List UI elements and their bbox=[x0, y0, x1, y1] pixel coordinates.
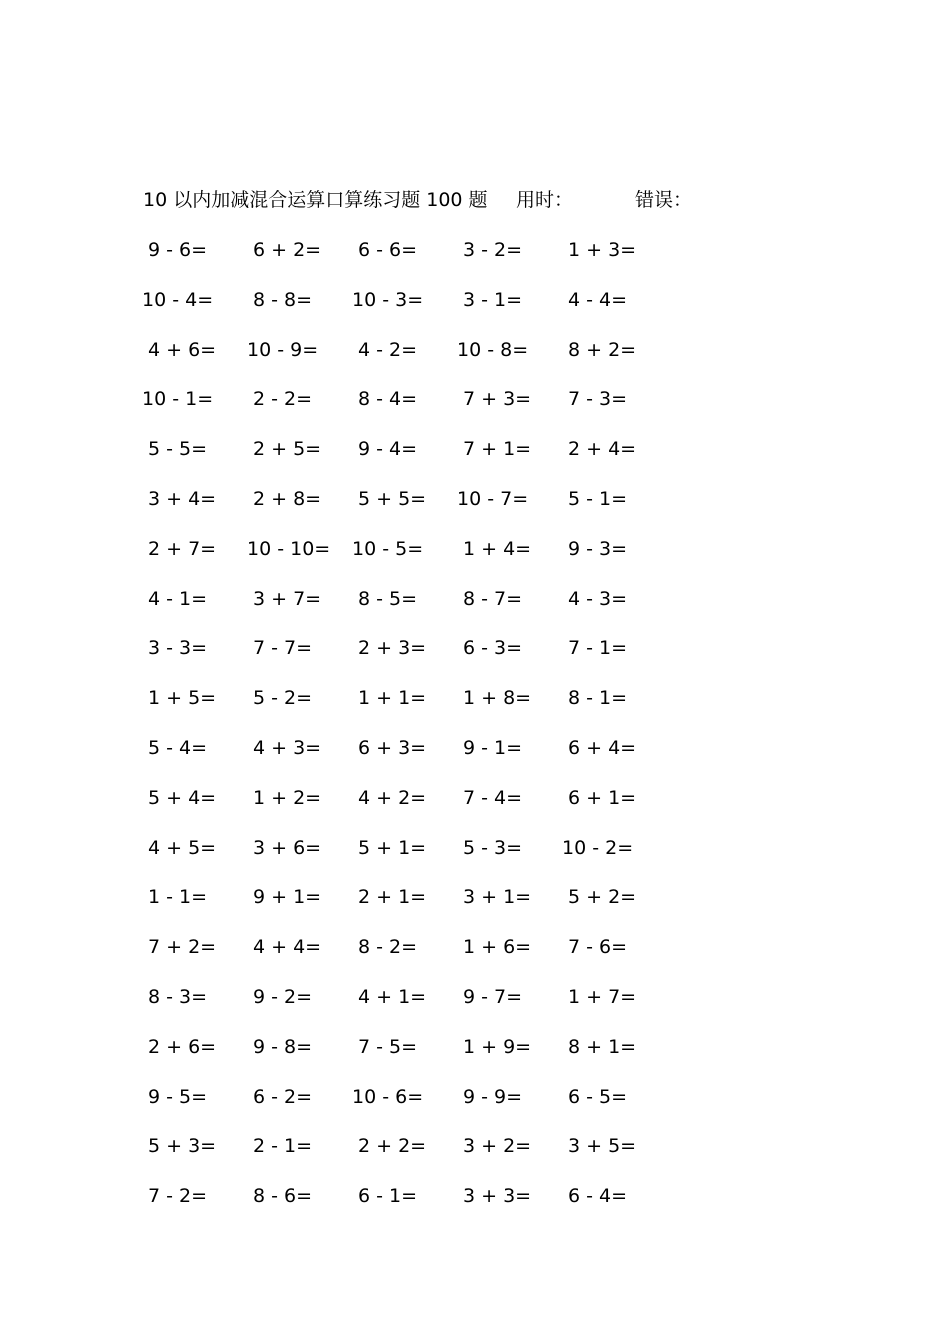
problem-item: 3 + 3= bbox=[463, 1185, 532, 1208]
problem-item: 4 - 2= bbox=[358, 338, 418, 361]
problem-item: 7 + 1= bbox=[463, 438, 532, 461]
problem-item: 2 + 4= bbox=[568, 438, 637, 461]
problem-item: 2 + 2= bbox=[358, 1135, 427, 1158]
problem-row bbox=[148, 435, 708, 485]
problem-item: 10 - 8= bbox=[457, 338, 529, 361]
problem-item: 3 + 6= bbox=[253, 836, 322, 859]
problem-item: 6 - 4= bbox=[568, 1185, 628, 1208]
problem-row bbox=[148, 1182, 708, 1232]
problem-row bbox=[148, 535, 708, 585]
problem-item: 9 - 6= bbox=[148, 239, 208, 261]
problem-item: 7 - 6= bbox=[568, 936, 628, 959]
problem-item: 5 - 1= bbox=[568, 487, 628, 510]
problem-item: 5 - 5= bbox=[148, 438, 208, 461]
problem-item: 9 - 2= bbox=[253, 985, 313, 1008]
problem-item: 3 - 2= bbox=[463, 239, 523, 261]
problem-item: 3 - 3= bbox=[148, 637, 208, 660]
problem-row bbox=[148, 634, 708, 684]
problem-item: 1 + 7= bbox=[568, 985, 637, 1008]
problem-item: 2 - 1= bbox=[253, 1135, 313, 1158]
problem-item: 1 + 5= bbox=[148, 687, 217, 710]
problem-item: 8 - 8= bbox=[253, 288, 313, 311]
problem-row bbox=[148, 734, 708, 784]
problem-item: 3 + 4= bbox=[148, 487, 217, 510]
problem-item: 7 - 7= bbox=[253, 637, 313, 660]
problem-row bbox=[148, 933, 708, 983]
problem-item: 8 - 2= bbox=[358, 936, 418, 959]
problem-item: 10 - 6= bbox=[352, 1085, 424, 1108]
problem-row bbox=[142, 286, 708, 336]
problem-item: 6 + 3= bbox=[358, 736, 427, 759]
problem-item: 1 + 4= bbox=[463, 537, 532, 560]
problem-item: 4 + 5= bbox=[148, 836, 217, 859]
problem-item: 9 - 1= bbox=[463, 736, 523, 759]
problem-item: 3 + 2= bbox=[463, 1135, 532, 1158]
problem-item: 4 - 4= bbox=[568, 288, 628, 311]
problem-item: 2 + 5= bbox=[253, 438, 322, 461]
problem-item: 1 + 3= bbox=[568, 239, 637, 261]
problem-item: 2 + 8= bbox=[253, 487, 322, 510]
problem-item: 6 - 1= bbox=[358, 1185, 418, 1208]
problem-item: 4 + 3= bbox=[253, 736, 322, 759]
problem-item: 8 - 7= bbox=[463, 587, 523, 610]
problem-item: 8 - 4= bbox=[358, 388, 418, 411]
error-count-label: 错误： bbox=[635, 189, 693, 211]
problem-row bbox=[148, 585, 708, 635]
problem-item: 6 + 4= bbox=[568, 736, 637, 759]
problem-row bbox=[148, 236, 708, 286]
problem-row bbox=[148, 983, 708, 1033]
problem-item: 8 + 1= bbox=[568, 1035, 637, 1058]
problem-item: 7 - 2= bbox=[148, 1185, 208, 1208]
problem-item: 3 + 7= bbox=[253, 587, 322, 610]
problem-row bbox=[142, 385, 708, 435]
problem-item: 9 - 7= bbox=[463, 985, 523, 1008]
problem-row bbox=[148, 834, 708, 884]
problem-item: 1 + 9= bbox=[463, 1035, 532, 1058]
problem-row bbox=[148, 1083, 708, 1133]
problem-item: 7 - 5= bbox=[358, 1035, 418, 1058]
problem-item: 10 - 4= bbox=[142, 288, 214, 311]
problem-item: 1 + 8= bbox=[463, 687, 532, 710]
problem-item: 10 - 10= bbox=[247, 537, 331, 560]
problem-item: 10 - 9= bbox=[247, 338, 319, 361]
problem-item: 4 + 6= bbox=[148, 338, 217, 361]
worksheet-title: 10 以内加减混合运算口算练习题 100 题 bbox=[143, 189, 488, 211]
problem-item: 9 - 3= bbox=[568, 537, 628, 560]
problem-item: 2 + 3= bbox=[358, 637, 427, 660]
problem-item: 10 - 1= bbox=[142, 388, 214, 411]
problem-item: 9 - 5= bbox=[148, 1085, 208, 1108]
problem-item: 9 - 4= bbox=[358, 438, 418, 461]
problem-item: 6 - 5= bbox=[568, 1085, 628, 1108]
problem-item: 5 + 3= bbox=[148, 1135, 217, 1158]
problem-row bbox=[148, 485, 708, 535]
problem-item: 2 + 1= bbox=[358, 886, 427, 909]
problem-item: 8 + 2= bbox=[568, 338, 637, 361]
problem-row bbox=[148, 784, 708, 834]
problem-row bbox=[148, 1132, 708, 1182]
problem-item: 1 + 2= bbox=[253, 786, 322, 809]
problem-row bbox=[148, 684, 708, 734]
problem-item: 5 + 5= bbox=[358, 487, 427, 510]
problem-item: 8 - 5= bbox=[358, 587, 418, 610]
problem-item: 5 - 2= bbox=[253, 687, 313, 710]
problem-row bbox=[148, 1033, 708, 1083]
problem-item: 7 - 3= bbox=[568, 388, 628, 411]
problem-item: 7 - 1= bbox=[568, 637, 628, 660]
problem-item: 7 + 3= bbox=[463, 388, 532, 411]
problem-item: 5 - 4= bbox=[148, 736, 208, 759]
problem-item: 4 - 3= bbox=[568, 587, 628, 610]
problem-item: 5 - 3= bbox=[463, 836, 523, 859]
problem-item: 1 - 1= bbox=[148, 886, 208, 909]
problem-item: 9 + 1= bbox=[253, 886, 322, 909]
problem-item: 3 + 5= bbox=[568, 1135, 637, 1158]
problem-item: 9 - 8= bbox=[253, 1035, 313, 1058]
problem-item: 5 + 4= bbox=[148, 786, 217, 809]
problem-item: 8 - 1= bbox=[568, 687, 628, 710]
problem-item: 3 + 1= bbox=[463, 886, 532, 909]
problem-row bbox=[148, 336, 708, 386]
problem-item: 6 - 2= bbox=[253, 1085, 313, 1108]
problem-item: 2 + 7= bbox=[148, 537, 217, 560]
worksheet-header bbox=[143, 186, 763, 214]
problem-item: 1 + 1= bbox=[358, 687, 427, 710]
problem-item: 10 - 3= bbox=[352, 288, 424, 311]
problem-item: 6 - 3= bbox=[463, 637, 523, 660]
problem-item: 7 + 2= bbox=[148, 936, 217, 959]
problem-item: 7 - 4= bbox=[463, 786, 523, 809]
problem-item: 5 + 1= bbox=[358, 836, 427, 859]
problem-item: 6 + 2= bbox=[253, 239, 322, 261]
problem-item: 1 + 6= bbox=[463, 936, 532, 959]
problem-row bbox=[148, 883, 708, 933]
problem-item: 8 - 6= bbox=[253, 1185, 313, 1208]
problem-item: 2 - 2= bbox=[253, 388, 313, 411]
problem-item: 6 - 6= bbox=[358, 239, 418, 261]
problem-item: 4 - 1= bbox=[148, 587, 208, 610]
time-used-label: 用时： bbox=[516, 189, 574, 211]
problem-item: 10 - 7= bbox=[457, 487, 529, 510]
problem-item: 4 + 2= bbox=[358, 786, 427, 809]
problem-item: 9 - 9= bbox=[463, 1085, 523, 1108]
problem-item: 3 - 1= bbox=[463, 288, 523, 311]
problem-item: 6 + 1= bbox=[568, 786, 637, 809]
problem-item: 4 + 1= bbox=[358, 985, 427, 1008]
problem-item: 5 + 2= bbox=[568, 886, 637, 909]
problem-item: 8 - 3= bbox=[148, 985, 208, 1008]
problem-item: 2 + 6= bbox=[148, 1035, 217, 1058]
problem-item: 10 - 2= bbox=[562, 836, 634, 859]
problem-grid bbox=[142, 236, 708, 1232]
problem-item: 4 + 4= bbox=[253, 936, 322, 959]
problem-item: 10 - 5= bbox=[352, 537, 424, 560]
